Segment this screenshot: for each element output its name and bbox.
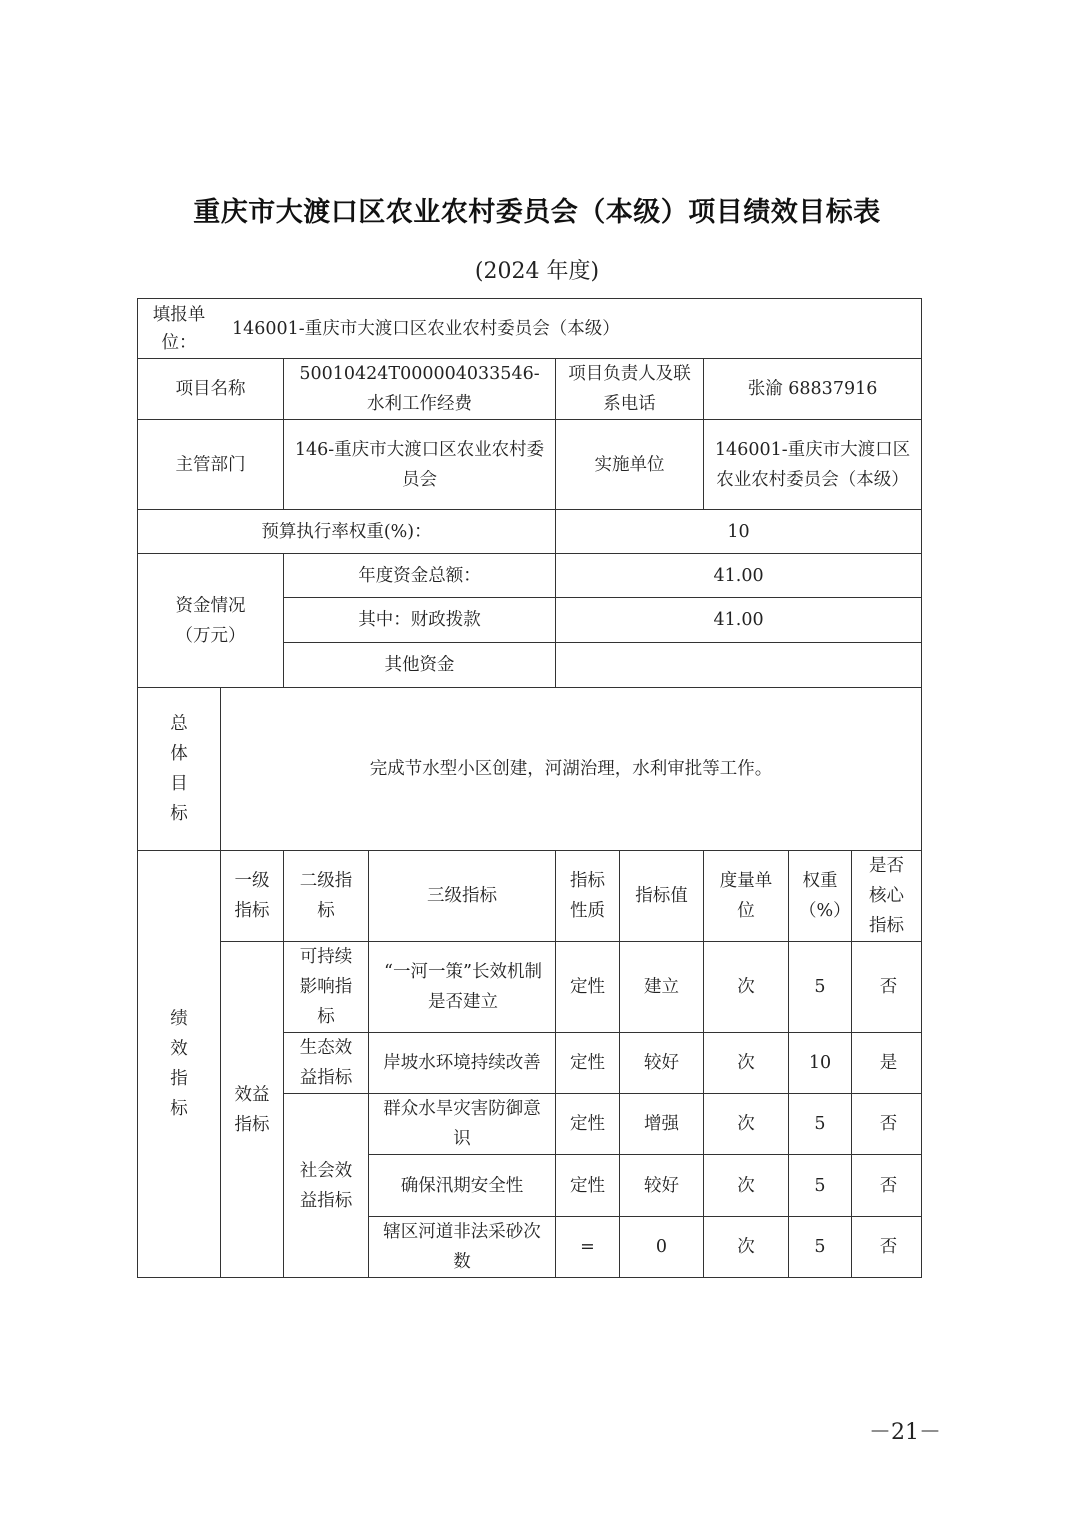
header-level3: 三级指标 — [369, 851, 556, 942]
header-unit: 度量单位 — [704, 851, 789, 942]
implementer-label: 实施单位 — [556, 420, 704, 510]
indicator-section-label-text: 绩效指标 — [170, 1009, 188, 1119]
target-value: 较好 — [620, 1033, 704, 1094]
unit-value: 次 — [704, 1155, 789, 1217]
goal-label — [138, 688, 221, 851]
level2-value: 可持续影响指标 — [284, 942, 369, 1033]
level3-value: 群众水旱灾害防御意识 — [369, 1094, 556, 1155]
header-level2: 二级指标 — [284, 851, 369, 942]
level3-value: 确保汛期安全性 — [369, 1155, 556, 1217]
project-name-row — [138, 359, 922, 420]
unit-value: 次 — [704, 1217, 789, 1278]
implementer-value: 146001-重庆市大渡口区农业农村委员会（本级） — [704, 420, 922, 510]
weight-value: 5 — [789, 1094, 852, 1155]
nature-value: 定性 — [556, 1155, 620, 1217]
header-core: 是否核心指标 — [852, 851, 922, 942]
contact-label: 项目负责人及联系电话 — [556, 359, 704, 420]
project-name-value: 50010424T000004033546-水利工作经费 — [284, 359, 556, 420]
funds-total-value: 41.00 — [556, 554, 922, 598]
level2-value: 生态效益指标 — [284, 1033, 369, 1094]
target-value: 0 — [620, 1217, 704, 1278]
level1-value: 效益指标 — [221, 942, 284, 1278]
department-row — [138, 420, 922, 510]
reporting-unit-value: 146001-重庆市大渡口区农业农村委员会（本级） — [232, 318, 620, 339]
level3-value: 岸坡水环境持续改善 — [369, 1033, 556, 1094]
header-nature: 指标性质 — [556, 851, 620, 942]
weight-value: 5 — [789, 1155, 852, 1217]
reporting-unit-row — [138, 299, 922, 359]
nature-value: 定性 — [556, 942, 620, 1033]
funds-total-label: 年度资金总额： — [284, 554, 556, 598]
header-level1: 一级指标 — [221, 851, 284, 942]
page-number: －21－ — [869, 1420, 941, 1445]
level3-value: 辖区河道非法采砂次数 — [369, 1217, 556, 1278]
header-weight: 权重（%） — [789, 851, 852, 942]
budget-weight-label: 预算执行率权重(%)： — [138, 510, 556, 554]
budget-weight-row — [138, 510, 922, 554]
department-label: 主管部门 — [138, 420, 284, 510]
header-value: 指标值 — [620, 851, 704, 942]
funds-total-row — [138, 554, 922, 598]
target-value: 建立 — [620, 942, 704, 1033]
core-value: 否 — [852, 1094, 922, 1155]
unit-value: 次 — [704, 1033, 789, 1094]
indicator-header-row — [138, 851, 922, 942]
funds-fiscal-label: 其中：财政拨款 — [284, 598, 556, 643]
target-value: 增强 — [620, 1094, 704, 1155]
nature-value: 定性 — [556, 1094, 620, 1155]
goal-label-text: 总体目标 — [170, 714, 188, 824]
weight-value: 10 — [789, 1033, 852, 1094]
project-name-label: 项目名称 — [138, 359, 284, 420]
goal-text: 完成节水型小区创建，河湖治理，水利审批等工作。 — [221, 688, 922, 851]
funds-other-value — [556, 643, 922, 688]
contact-value: 张渝 68837916 — [704, 359, 922, 420]
funds-fiscal-value: 41.00 — [556, 598, 922, 643]
level3-value: “一河一策”长效机制是否建立 — [369, 942, 556, 1033]
core-value: 是 — [852, 1033, 922, 1094]
goal-row — [138, 688, 922, 851]
indicator-section-label — [138, 851, 221, 1278]
document-title: 重庆市大渡口区农业农村委员会（本级）项目绩效目标表 — [193, 197, 881, 228]
nature-value: 定性 — [556, 1033, 620, 1094]
core-value: 否 — [852, 1155, 922, 1217]
target-value: 较好 — [620, 1155, 704, 1217]
funds-label: 资金情况（万元） — [138, 554, 284, 688]
budget-weight-value: 10 — [556, 510, 922, 554]
weight-value: 5 — [789, 942, 852, 1033]
level2-value: 社会效益指标 — [284, 1094, 369, 1278]
core-value: 否 — [852, 1217, 922, 1278]
unit-value: 次 — [704, 1094, 789, 1155]
reporting-unit-cell — [138, 299, 922, 359]
department-value: 146-重庆市大渡口区农业农村委员会 — [284, 420, 556, 510]
indicator-row — [138, 942, 922, 1033]
funds-other-label: 其他资金 — [284, 643, 556, 688]
core-value: 否 — [852, 942, 922, 1033]
document-subtitle: (2024 年度) — [474, 259, 600, 284]
performance-target-table — [137, 298, 922, 1278]
weight-value: 5 — [789, 1217, 852, 1278]
nature-value: = — [556, 1217, 620, 1278]
reporting-unit-label: 填报单位： — [152, 304, 206, 353]
unit-value: 次 — [704, 942, 789, 1033]
